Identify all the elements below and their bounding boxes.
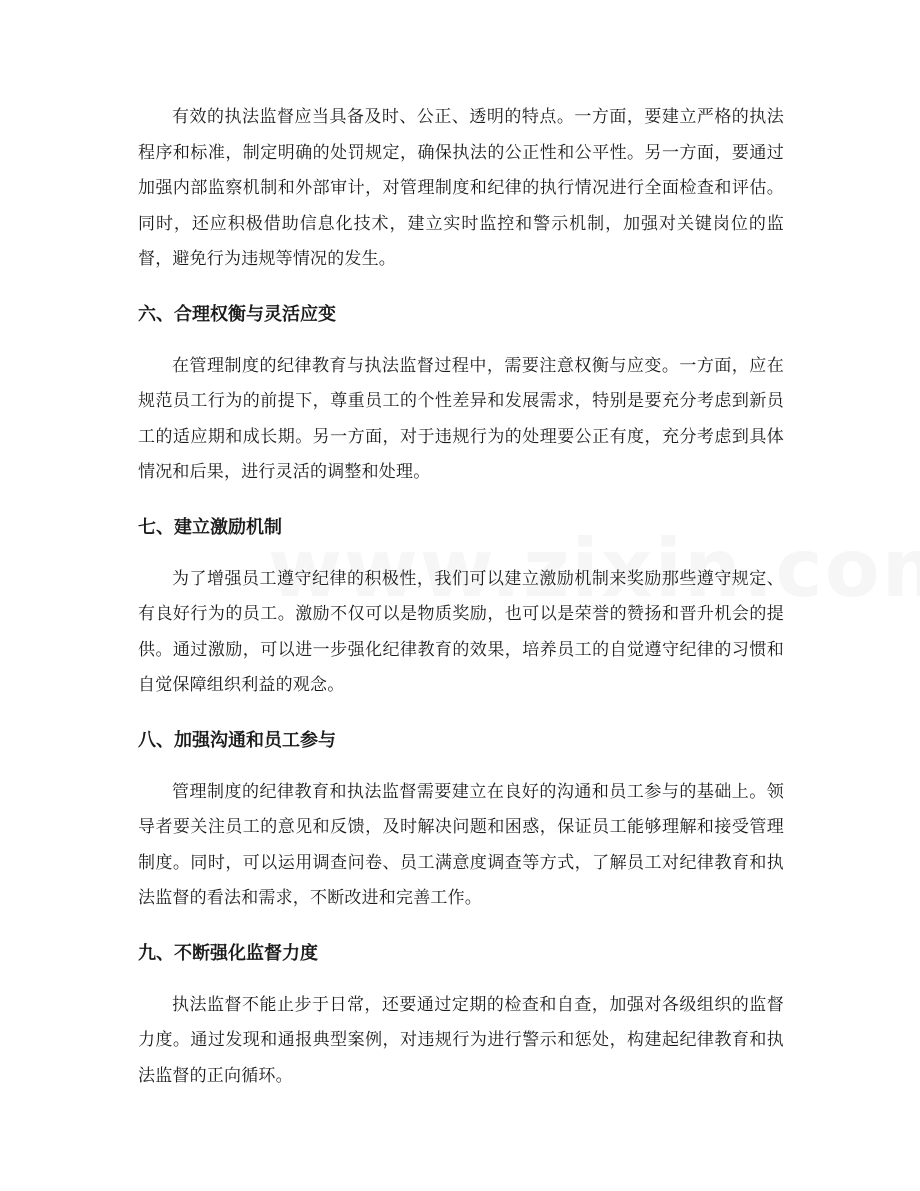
heading-section-8: 八、加强沟通和员工参与 [138, 729, 336, 751]
paragraph-section-8: 管理制度的纪律教育和执法监督需要建立在良好的沟通和员工参与的基础上。领导者要关注员工的意见和反馈，及时解决问题和困惑，保证员工能够理解和接受管理制度。同时，可以运用调查问卷、员工满意度调查等方式，了解员工对纪律教育和执法监督的看法和需求，不断改进和完善工作。 [138, 781, 784, 908]
heading-section-6: 六、合理权衡与灵活应变 [138, 303, 336, 325]
document-body [138, 100, 784, 1094]
paragraph-section-7: 为了增强员工遵守纪律的积极性，我们可以建立激励机制来奖励那些遵守规定、有良好行为的员工。激励不仅可以是物质奖励，也可以是荣誉的赞扬和晋升机会的提供。通过激励，可以进一步强化纪律教育的效果，培养员工的自觉遵守纪律的习惯和自觉保障组织利益的观念。 [138, 568, 784, 695]
paragraph-supervision-features: 有效的执法监督应当具备及时、公正、透明的特点。一方面，要建立严格的执法程序和标准，制定明确的处罚规定，确保执法的公正性和公平性。另一方面，要通过加强内部监察机制和外部审计，对管理制度和纪律的执行情况进行全面检查和评估。同时，还应积极借助信息化技术，建立实时监控和警示机制，加强对关键岗位的监督，避免行为违规等情况的发生。 [138, 107, 784, 269]
paragraph-section-9: 执法监督不能止步于日常，还要通过定期的检查和自查，加强对各级组织的监督力度。通过发现和通报典型案例，对违规行为进行警示和惩处，构建起纪律教育和执法监督的正向循环。 [138, 994, 784, 1086]
paragraph-section-6: 在管理制度的纪律教育与执法监督过程中，需要注意权衡与应变。一方面，应在规范员工行为的前提下，尊重员工的个性差异和发展需求，特别是要充分考虑到新员工的适应期和成长期。另一方面，对于违规行为的处理要公正有度，充分考虑到具体情况和后果，进行灵活的调整和处理。 [138, 355, 784, 482]
heading-section-9: 九、不断强化监督力度 [138, 942, 318, 964]
heading-section-7: 七、建立激励机制 [138, 516, 282, 538]
